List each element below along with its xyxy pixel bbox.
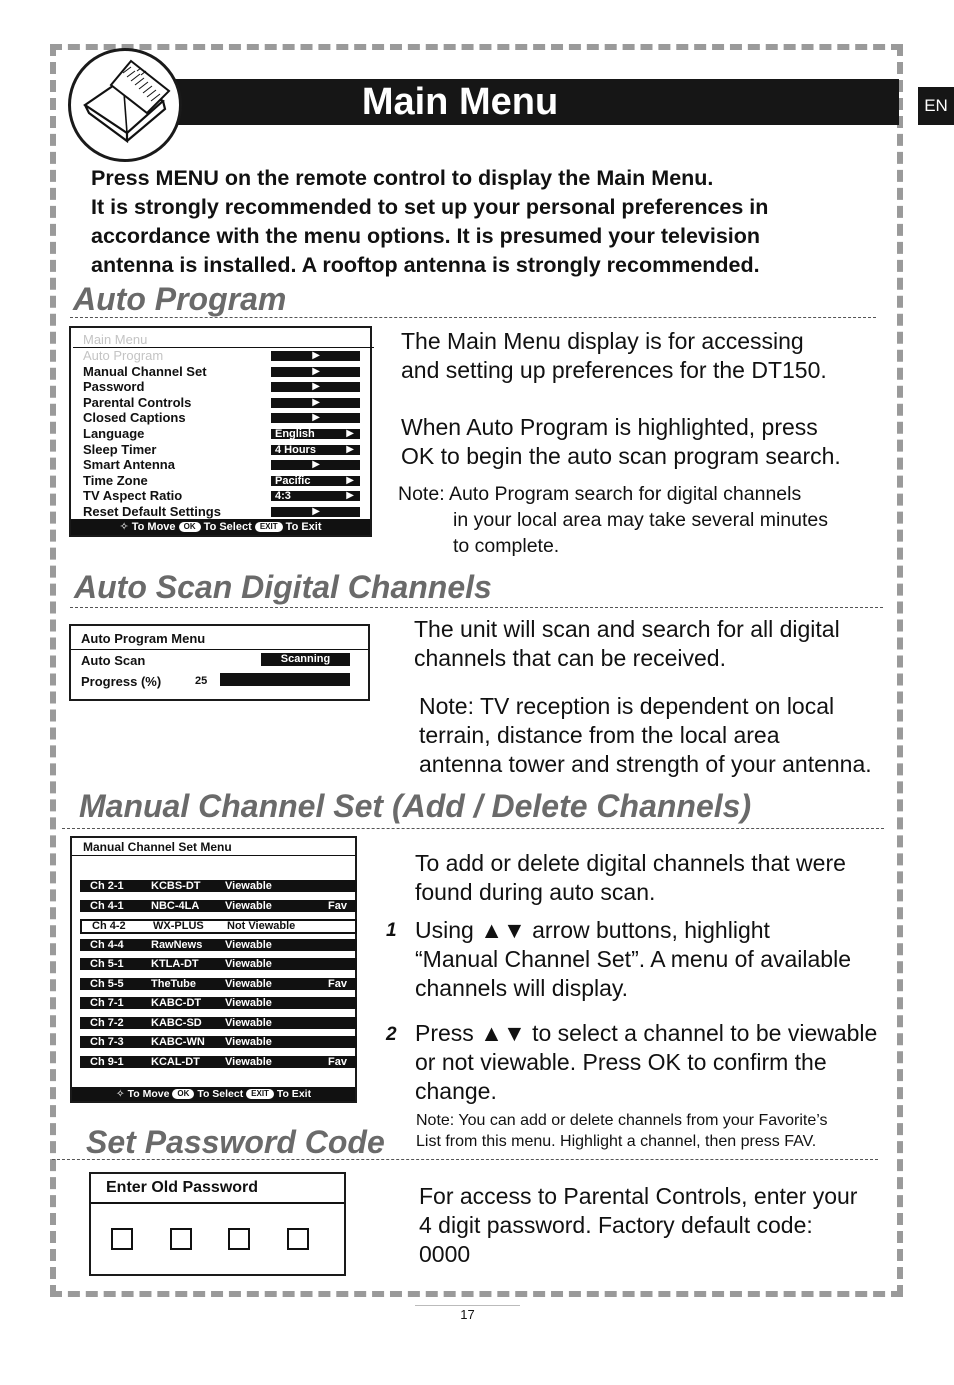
channel-ch: Ch 4-2 [92,920,126,932]
channel-status: Viewable [225,997,272,1009]
title-divider [71,649,368,650]
step-2-number: 2 [386,1024,397,1045]
channel-ch: Ch 4-1 [90,899,124,912]
auto-scan-screen [69,624,370,701]
arrow-right-icon: ▶ [346,443,354,455]
channel-fav: Fav [328,1055,347,1068]
menu-item-value[interactable] [271,460,360,470]
auto-scan-label: Auto Scan [81,653,146,668]
channel-ch: Ch 9-1 [90,1055,124,1068]
arrow-right-icon: ▶ [312,506,320,517]
ok-key-icon: OK [172,1089,194,1099]
manual-text: To add or delete digital channels that were found during auto scan. [415,850,846,905]
channel-menu-footer: ✧ To Move OK To Select EXIT To Exit [72,1087,355,1101]
title-divider [91,1202,344,1204]
password-prompt: Enter Old Password [106,1179,259,1196]
menu-item-value[interactable] [271,445,360,455]
arrow-right-icon: ▶ [346,474,354,486]
manual-channel-heading: Manual Channel Set (Add / Delete Channels) [79,788,752,824]
menu-item[interactable]: Parental Controls [83,394,192,410]
channel-row[interactable] [80,958,357,970]
channel-row[interactable] [80,1036,357,1048]
menu-item-value[interactable] [271,507,360,517]
channel-status: Viewable [225,958,272,970]
channel-row[interactable] [80,939,357,951]
move-icon: ✧ [115,1088,125,1100]
channel-status: Viewable [225,1055,272,1068]
arrow-right-icon: ▶ [312,396,320,408]
menu-item-value[interactable] [271,429,360,439]
progress-label: Progress (%) [81,674,162,689]
password-screen [89,1172,346,1276]
channel-status: Viewable [225,1036,272,1048]
title-divider [72,855,355,856]
channel-row[interactable] [80,1017,357,1029]
arrow-right-icon: ▶ [312,412,320,424]
menu-item[interactable]: Password [83,379,145,395]
channel-fav: Fav [328,977,347,990]
channel-name: KCBS-DT [151,880,201,892]
menu-title: Main Menu [83,332,148,347]
menu-footer: ✧ To Move OK To Select EXIT To Exit [71,519,370,535]
menu-value-text: 4 Hours [275,443,316,456]
step-1-number: 1 [386,920,397,941]
password-digit-1[interactable] [111,1228,133,1250]
password-heading: Set Password Code [86,1124,385,1160]
page-number: 17 [460,1307,475,1322]
channel-row[interactable] [80,880,357,892]
section-divider [62,828,884,829]
footer-rule [415,1305,520,1306]
main-menu-screen [69,326,372,537]
section-divider [70,317,876,318]
menu-value-text: 4:3 [275,490,291,503]
channel-row[interactable] [80,997,357,1009]
channel-status: Viewable [225,1016,272,1029]
menu-item[interactable]: Time Zone [83,472,148,488]
menu-item-value[interactable] [271,351,360,361]
move-icon: ✧ [119,521,129,533]
password-text: For access to Parental Controls, enter your 4 digit password. Factory default code: 0000 [419,1183,858,1267]
menu-item[interactable]: Language [83,426,145,441]
arrow-right-icon: ▶ [346,428,354,439]
menu-item[interactable]: Reset Default Settings [83,504,221,519]
channel-name: KCAL-DT [151,1055,200,1068]
step-1-text: Using ▲▼ arrow buttons, highlight “Manual Channel Set”. A menu of available channels will display. [415,917,851,1001]
auto-program-heading: Auto Program [73,281,287,317]
ok-key-icon: OK [179,522,201,532]
menu-value-text: English [275,428,315,440]
channel-status: Viewable [225,880,272,892]
exit-key-icon: EXIT [246,1089,274,1099]
channel-name: NBC-4LA [151,899,200,912]
auto-scan-text: The unit will scan and search for all digital channels that can be received. [414,616,840,671]
menu-item[interactable]: Closed Captions [83,410,186,426]
menu-item[interactable]: Sleep Timer [83,441,157,457]
language-tab: EN [918,87,954,125]
arrow-right-icon: ▶ [312,365,320,377]
arrow-right-icon: ▶ [312,459,320,471]
channel-status: Viewable [225,977,272,990]
menu-value-text: Pacific [275,474,311,487]
section-divider [52,1159,878,1160]
menu-item[interactable]: Manual Channel Set [83,363,207,379]
progress-bar [220,673,350,686]
menu-item[interactable]: Smart Antenna [83,457,175,473]
manual-channel-screen [70,836,357,1103]
channel-row[interactable] [80,978,357,990]
channel-name: WX-PLUS [153,920,204,932]
channel-ch: Ch 4-4 [90,938,124,951]
channel-row[interactable] [80,1056,357,1068]
intro-text: Press MENU on the remote control to display the Main Menu. It is strongly recommended to set up your personal preferences in accordance with the menu options. It is presumed your television antenna is installed. A rooftop antenna is strongly recommended. [91,166,769,277]
auto-scan-note: Note: TV reception is dependent on local terrain, distance from the local area antenna tower and strength of your antenna. [419,693,872,777]
progress-value: 25 [195,675,208,687]
page-title: Main Menu [361,81,559,123]
book-icon [68,48,182,162]
channel-status: Not Viewable [227,920,296,932]
arrow-right-icon: ▶ [312,381,320,393]
step-2-text: Press ▲▼ to select a channel to be viewable or not viewable. Press OK to confirm the change. [415,1020,878,1104]
menu-item-value[interactable] [271,398,360,408]
password-digit-4[interactable] [287,1228,309,1250]
channel-row[interactable] [80,900,357,912]
channel-ch: Ch 5-5 [90,977,124,990]
channel-ch: Ch 2-1 [90,880,124,892]
channel-name: RawNews [151,938,203,951]
menu-item[interactable]: TV Aspect Ratio [83,488,183,504]
channel-status: Viewable [225,938,272,951]
channel-status: Viewable [225,899,272,912]
channel-name: TheTube [151,977,197,990]
auto-program-text-2: When Auto Program is highlighted, press OK to begin the auto scan program search. [401,414,841,469]
password-digit-2[interactable] [170,1228,192,1250]
manual-note: Note: You can add or delete channels from your Favorite’s List from this menu. Highlight a channel, then press FAV. [416,1112,828,1150]
auto-scan-heading: Auto Scan Digital Channels [74,569,492,605]
channel-ch: Ch 7-1 [90,997,124,1009]
channel-name: KTLA-DT [151,958,199,970]
channel-row[interactable] [80,919,357,934]
channel-ch: Ch 7-3 [90,1036,124,1048]
exit-key-icon: EXIT [255,522,283,532]
channel-name: KABC-DT [151,997,202,1009]
channel-name: KABC-SD [151,1016,202,1029]
scan-status-badge: Scanning [261,653,350,666]
auto-program-text-1: The Main Menu display is for accessing and setting up preferences for the DT150. [401,328,827,383]
menu-item-value[interactable] [271,491,360,501]
channel-ch: Ch 5-1 [90,958,124,970]
menu-item[interactable]: Auto Program [83,348,164,363]
section-divider [70,607,883,608]
auto-program-note: Note: Auto Program search for digital channels in your local area may take several minutes to complete. [398,483,829,557]
menu-item-value[interactable] [271,476,360,486]
menu-item-value[interactable] [271,413,360,423]
channel-menu-title: Manual Channel Set Menu [83,840,232,854]
password-digit-3[interactable] [228,1228,250,1250]
menu-item-value[interactable] [271,382,360,392]
channel-name: KABC-WN [151,1036,205,1048]
channel-fav: Fav [328,899,347,912]
scan-menu-title: Auto Program Menu [81,631,206,646]
arrow-right-icon: ▶ [346,490,354,502]
channel-ch: Ch 7-2 [90,1016,124,1029]
arrow-right-icon: ▶ [312,350,320,361]
menu-item-value[interactable] [271,367,360,377]
